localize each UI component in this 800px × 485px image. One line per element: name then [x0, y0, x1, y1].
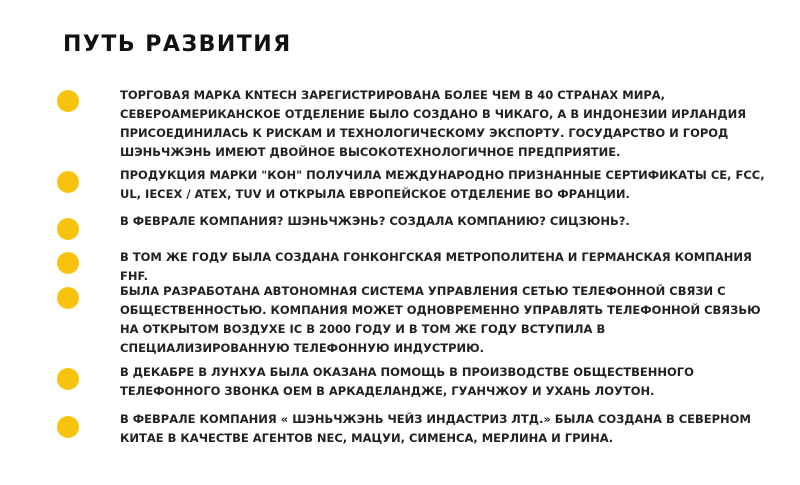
page-title: ПУТЬ РАЗВИТИЯ [63, 32, 292, 57]
timeline-item-text: БЫЛА РАЗРАБОТАНА АВТОНОМНАЯ СИСТЕМА УПРАВЛЕНИЯ СЕТЬЮ ТЕЛЕФОННОЙ СВЯЗИ С ОБЩЕСТВЕННОСТЬЮ. КОМПАНИЯ МОЖЕТ ОДНОВРЕМЕННО УПРАВЛЯТЬ ТЕЛЕФОННОЙ СВЯЗЬЮ НА ОТКРЫТОМ ВОЗДУХЕ IC В 2000 ГОДУ И В ТОМ ЖЕ ГОДУ ВСТУПИЛА В СПЕЦИАЛИЗИРОВАННУЮ ТЕЛЕФОННУЮ ИНДУСТРИЮ. [120, 284, 761, 355]
bullet-dot-icon [57, 171, 79, 193]
timeline-item-text: В ДЕКАБРЕ В ЛУНХУА БЫЛА ОКАЗАНА ПОМОЩЬ В ПРОИЗВОДСТВЕ ОБЩЕСТВЕННОГО ТЕЛЕФОННОГО ЗВОНКА OEM В АРКАДЕЛАНДЖЕ, ГУАНЧЖОУ И УХАНЬ ЛОУТОН. [120, 365, 694, 398]
bullet-dot-icon [57, 287, 79, 309]
timeline-item-text: В ТОМ ЖЕ ГОДУ БЫЛА СОЗДАНА ГОНКОНГСКАЯ МЕТРОПОЛИТЕНА И ГЕРМАНСКАЯ КОМПАНИЯ FHF. [120, 250, 752, 283]
timeline-item-text: ТОРГОВАЯ МАРКА KNTECH ЗАРЕГИСТРИРОВАНА БОЛЕЕ ЧЕМ В 40 СТРАНАХ МИРА, СЕВЕРОАМЕРИКАНСКОЕ ОТДЕЛЕНИЕ БЫЛО СОЗДАНО В ЧИКАГО, А В ИНДОНЕЗИИ ИРЛАНДИЯ ПРИСОЕДИНИЛАСЬ К РИСКАМ И ТЕХНОЛОГИЧЕСКОМУ ЭКСПОРТУ. ГОСУДАРСТВО И ГОРОД ШЭНЬЧЖЭНЬ ИМЕЮТ ДВОЙНОЕ ВЫСОКОТЕХНОЛОГИЧНОЕ ПРЕДПРИЯТИЕ. [120, 88, 747, 159]
bullet-dot-icon [57, 90, 79, 112]
bullet-dot-icon [57, 252, 79, 274]
timeline-item-text: В ФЕВРАЛЕ КОМПАНИЯ? ШЭНЬЧЖЭНЬ? СОЗДАЛА КОМПАНИЮ? СИЦЗЮНЬ?. [120, 214, 630, 228]
timeline-item-text: В ФЕВРАЛЕ КОМПАНИЯ « ШЭНЬЧЖЭНЬ ЧЕЙЗ ИНДАСТРИЗ ЛТД.» БЫЛА СОЗДАНА В СЕВЕРНОМ КИТАЕ В КАЧЕСТВЕ АГЕНТОВ NEC, МАЦУИ, СИМЕНСА, МЕРЛИНА И ГРИНА. [120, 412, 751, 445]
bullet-dot-icon [57, 218, 79, 240]
timeline-item-text: ПРОДУКЦИЯ МАРКИ "КОН" ПОЛУЧИЛА МЕЖДУНАРОДНО ПРИЗНАННЫЕ СЕРТИФИКАТЫ CE, FCC, UL, IECEX / ATEX, TUV И ОТКРЫЛА ЕВРОПЕЙСКОЕ ОТДЕЛЕНИЕ ВО ФРАНЦИИ. [120, 168, 765, 201]
bullet-dot-icon [57, 416, 79, 438]
bullet-dot-icon [57, 368, 79, 390]
